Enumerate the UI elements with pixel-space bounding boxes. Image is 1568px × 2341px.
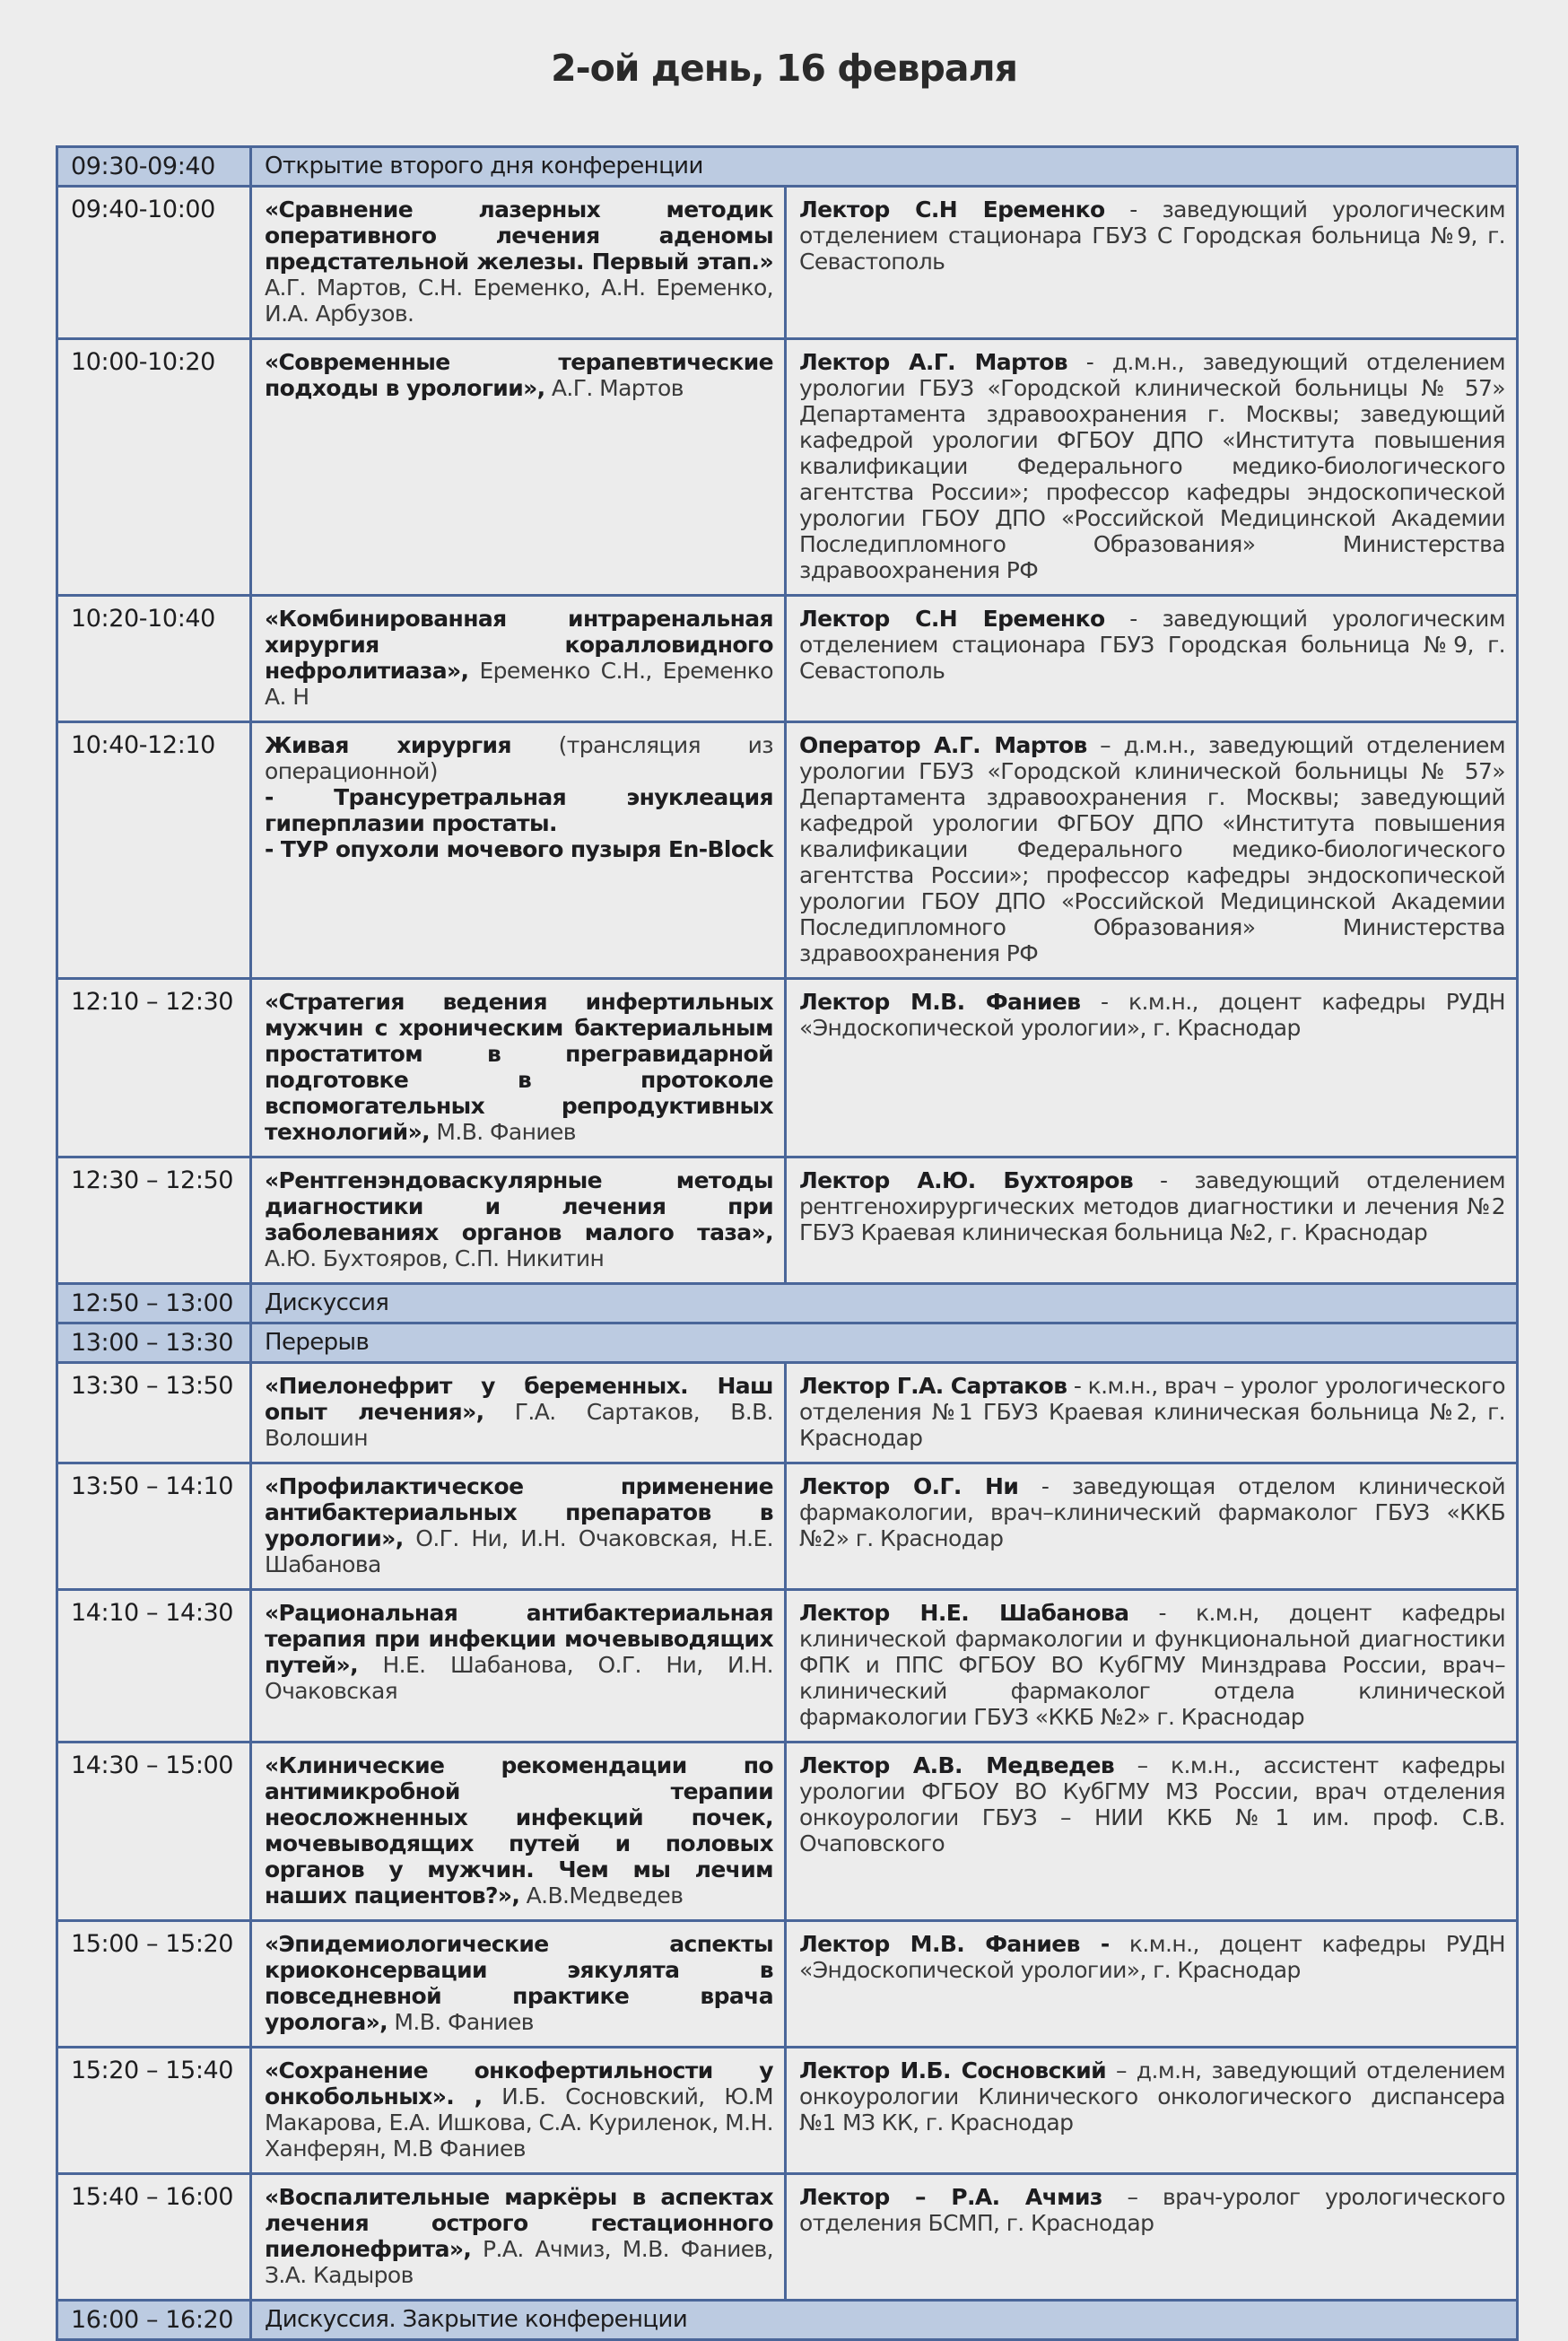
talk-title: «Сохранение онкофертильности у онкобольных». , (265, 2057, 773, 2110)
talk-title: «Стратегия ведения инфертильных мужчин с хроническим бактериальным простатитом в прегравидарной подготовке в протоколе вспомогательных репродуктивных технологий», (265, 989, 773, 1145)
lecturer-info: – д.м.н., заведующий отделением урологии ГБУЗ «Городской клинической больницы № 57» Департамента здравоохранения г. Москвы; заведующий кафедрой урологии ФГБОУ ДПО «Института повышения квалификации Федерального медико-биологического агентства России»; профессор кафедры эндоскопической урологии ГБОУ ДПО «Российской Медицинской Академии Последипломного Образования» Министерства здравоохранения РФ (799, 732, 1505, 966)
schedule-row (57, 1921, 1518, 2048)
lecturer-cell (786, 2048, 1518, 2174)
lecturer-info: – д.м.н, заведующий отделением онкоурологии Клинического онкологического диспансера №1 МЗ КК, г. Краснодар (799, 2057, 1505, 2136)
lecturer-name: Лектор Н.Е. Шабанова (799, 1600, 1129, 1626)
lecturer-info: - к.м.н., врач – уролог урологического отделения №1 ГБУЗ Краевая клиническая больница №2, г. Краснодар (799, 1373, 1505, 1451)
talk-authors: А.В.Медведев (519, 1882, 684, 1909)
schedule-band-row (57, 147, 1518, 187)
schedule-band-row (57, 1284, 1518, 1323)
schedule-table (56, 145, 1519, 2341)
talk-authors: Р.А. Ачмиз, М.В. Фаниев, З.А. Кадыров (265, 2236, 773, 2288)
lecturer-name: Лектор А.Г. Мартов (799, 349, 1068, 375)
time-cell: 15:40 – 16:00 (57, 2174, 251, 2301)
time-cell: 10:20-10:40 (57, 596, 251, 722)
time-cell: 09:40-10:00 (57, 187, 251, 339)
session-label: Дискуссия. Закрытие конференции (251, 2301, 1518, 2340)
schedule-body (57, 147, 1518, 2340)
talk-cell (251, 2048, 786, 2174)
time-cell: 12:30 – 12:50 (57, 1157, 251, 1284)
talk-cell (251, 339, 786, 596)
lecturer-name: Лектор Г.А. Сартаков (799, 1373, 1067, 1399)
talk-cell (251, 1363, 786, 1463)
lecturer-name: Лектор И.Б. Сосновский (799, 2057, 1107, 2083)
lecturer-cell (786, 596, 1518, 722)
lecturer-cell (786, 1590, 1518, 1743)
schedule-row (57, 722, 1518, 979)
session-label: Перерыв (251, 1323, 1518, 1363)
lecturer-name: Лектор А.Ю. Бухтояров (799, 1167, 1134, 1193)
lecturer-name: Оператор А.Г. Мартов (799, 732, 1087, 758)
talk-authors: А.Г. Мартов (544, 375, 684, 401)
schedule-band-row (57, 1323, 1518, 1363)
schedule-row (57, 1743, 1518, 1921)
lecturer-info: - заведующий урологическим отделением стационара ГБУЗ Городская больница №9, г. Севастополь (799, 606, 1505, 684)
schedule-row (57, 596, 1518, 722)
lecturer-cell (786, 1743, 1518, 1921)
talk-title: «Рациональная антибактериальная терапия при инфекции мочевыводящих путей», (265, 1600, 773, 1678)
lecturer-info: - к.м.н., доцент кафедры РУДН «Эндоскопической урологии», г. Краснодар (799, 989, 1505, 1041)
talk-cell (251, 1463, 786, 1590)
talk-title: «Современные терапевтические подходы в урологии», (265, 349, 773, 401)
lecturer-name: Лектор – Р.А. Ачмиз (799, 2184, 1102, 2210)
talk-cell (251, 722, 786, 979)
lecturer-info: - заведующий отделением рентгенохирургических методов диагностики и лечения №2 ГБУЗ Краевая клиническая больница №2, г. Краснодар (799, 1167, 1505, 1245)
talk-cell (251, 979, 786, 1157)
time-cell: 14:10 – 14:30 (57, 1590, 251, 1743)
live-item: - ТУР опухоли мочевого пузыря En-Block (265, 836, 773, 862)
time-cell: 13:50 – 14:10 (57, 1463, 251, 1590)
lecturer-info: - к.м.н, доцент кафедры клинической фармакологии и функциональной диагностики ФПК и ППС ФГБОУ ВО КубГМУ Минздрава России, врач–клинический фармаколог отдела клинической фармакологии ГБУЗ «ККБ №2» г. Краснодар (799, 1600, 1505, 1730)
talk-authors: Г.А. Сартаков, В.В. Волошин (265, 1399, 773, 1451)
lecturer-cell (786, 2174, 1518, 2301)
lecturer-name: Лектор А.В. Медведев (799, 1752, 1115, 1778)
live-note: (трансляция из операционной) (265, 732, 773, 784)
time-cell: 10:40-12:10 (57, 722, 251, 979)
schedule-row (57, 979, 1518, 1157)
lecturer-name: Лектор М.В. Фаниев (799, 989, 1081, 1015)
lecturer-name: Лектор М.В. Фаниев - (799, 1931, 1110, 1957)
lecturer-info: – к.м.н., ассистент кафедры урологии ФГБОУ ВО КубГМУ МЗ России, врач отделения онкоурологии ГБУЗ – НИИ ККБ №1 им. проф. С.В. Очаповского (799, 1752, 1505, 1856)
schedule-row (57, 1590, 1518, 1743)
talk-title: «Клинические рекомендации по антимикробной терапии неосложненных инфекций почек, мочевыводящих путей и половых органов у мужчин. Чем мы лечим наших пациентов?», (265, 1752, 773, 1909)
time-cell: 09:30-09:40 (57, 147, 251, 187)
schedule-row (57, 187, 1518, 339)
time-cell: 15:00 – 15:20 (57, 1921, 251, 2048)
lecturer-info: - д.м.н., заведующий отделением урологии ГБУЗ «Городской клинической больницы № 57» Департамента здравоохранения г. Москвы; заведующий кафедрой урологии ФГБОУ ДПО «Института повышения квалификации Федерального медико-биологического агентства России»; профессор кафедры эндоскопической урологии ГБОУ ДПО «Российской Медицинской Академии Последипломного Образования» Министерства здравоохранения РФ (799, 349, 1506, 583)
talk-authors: О.Г. Ни, И.Н. Очаковская, Н.Е. Шабанова (265, 1525, 773, 1577)
talk-title: «Эпидемиологические аспекты криоконсервации эякулята в повседневной практике врача уролога», (265, 1931, 773, 2035)
page-title: 2-ой день, 16 февраля (551, 47, 1017, 90)
talk-authors: А.Г. Мартов, С.Н. Еременко, А.Н. Еременко, И.А. Арбузов. (265, 275, 773, 327)
lecturer-name: Лектор С.Н Еременко (799, 606, 1105, 632)
schedule-row (57, 2048, 1518, 2174)
schedule-row (57, 1363, 1518, 1463)
talk-authors: М.В. Фаниев (430, 1119, 576, 1145)
talk-title: «Воспалительные маркёры в аспектах лечения острого гестационного пиелонефрита», (265, 2184, 773, 2262)
schedule-band-row (57, 2301, 1518, 2340)
time-cell: 12:10 – 12:30 (57, 979, 251, 1157)
lecturer-name: Лектор С.Н Еременко (799, 197, 1105, 223)
schedule-row (57, 339, 1518, 596)
time-cell: 12:50 – 13:00 (57, 1284, 251, 1323)
talk-title: «Рентгенэндоваскулярные методы диагностики и лечения при заболеваниях органов малого таза», (265, 1167, 773, 1245)
time-cell: 15:20 – 15:40 (57, 2048, 251, 2174)
schedule-row (57, 1463, 1518, 1590)
schedule-row (57, 1157, 1518, 1284)
live-title: Живая хирургия (265, 732, 511, 758)
talk-authors: Н.Е. Шабанова, О.Г. Ни, И.Н. Очаковская (265, 1652, 773, 1704)
lecturer-cell (786, 1157, 1518, 1284)
time-cell: 16:00 – 16:20 (57, 2301, 251, 2340)
lecturer-info: - заведующая отделом клинической фармакологии, врач–клинический фармаколог ГБУЗ «ККБ №2» г. Краснодар (799, 1473, 1506, 1551)
schedule-row (57, 2174, 1518, 2301)
time-cell: 13:00 – 13:30 (57, 1323, 251, 1363)
talk-cell (251, 187, 786, 339)
lecturer-info: – врач-уролог урологического отделения БСМП, г. Краснодар (799, 2184, 1505, 2236)
lecturer-cell (786, 1463, 1518, 1590)
lecturer-name: Лектор О.Г. Ни (799, 1473, 1019, 1499)
talk-cell (251, 2174, 786, 2301)
session-label: Открытие второго дня конференции (251, 147, 1518, 187)
time-cell: 10:00-10:20 (57, 339, 251, 596)
talk-title: «Пиелонефрит у беременных. Наш опыт лечения», (265, 1373, 773, 1425)
talk-cell (251, 1157, 786, 1284)
lecturer-info: - заведующий урологическим отделением стационара ГБУЗ С Городская больница №9, г. Севастополь (799, 197, 1505, 275)
lecturer-cell (786, 187, 1518, 339)
talk-cell (251, 596, 786, 722)
talk-cell (251, 1921, 786, 2048)
time-cell: 13:30 – 13:50 (57, 1363, 251, 1463)
lecturer-cell (786, 722, 1518, 979)
lecturer-cell (786, 979, 1518, 1157)
lecturer-cell (786, 1921, 1518, 2048)
time-cell: 14:30 – 15:00 (57, 1743, 251, 1921)
talk-title: «Комбинированная интраренальная хирургия коралловидного нефролитиаза», (265, 606, 773, 684)
talk-authors: М.В. Фаниев (388, 2009, 534, 2035)
talk-cell (251, 1743, 786, 1921)
talk-cell (251, 1590, 786, 1743)
talk-authors: И.Б. Сосновский, Ю.М Макарова, Е.А. Ишкова, С.А. Куриленок, М.Н. Ханферян, М.В Фаниев (265, 2083, 773, 2162)
session-label: Дискуссия (251, 1284, 1518, 1323)
lecturer-cell (786, 1363, 1518, 1463)
talk-authors: Еременко С.Н., Еременко А. Н (265, 658, 773, 710)
talk-title: «Профилактическое применение антибактериальных препаратов в урологии», (265, 1473, 773, 1551)
talk-authors: А.Ю. Бухтояров, С.П. Никитин (265, 1245, 605, 1271)
lecturer-info: к.м.н., доцент кафедры РУДН «Эндоскопической урологии», г. Краснодар (799, 1931, 1505, 1983)
live-item: - Трансуретральная энуклеация гиперплазии простаты. (265, 784, 773, 836)
lecturer-cell (786, 339, 1518, 596)
talk-title: «Сравнение лазерных методик оперативного лечения аденомы предстательной железы. Первый этап.» (265, 197, 773, 275)
